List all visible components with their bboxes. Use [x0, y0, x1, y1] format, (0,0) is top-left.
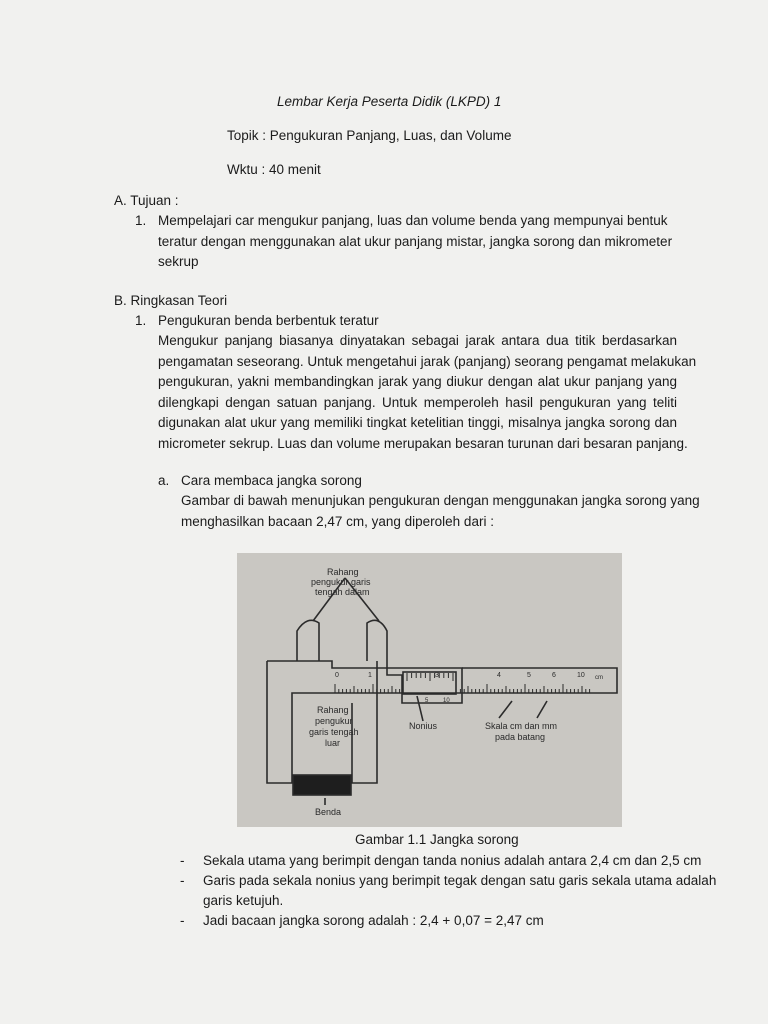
sub-item-label: a.	[158, 473, 170, 488]
section-b-item-title: Pengukuran benda berbentuk teratur	[158, 313, 379, 328]
section-b-heading: B. Ringkasan Teori	[114, 293, 228, 308]
text-line: pengukuran, yakni membandingkan jarak yang diukur dengan alat ukur panjang yang	[158, 374, 677, 390]
sub-item-title: Cara membaca jangka sorong	[181, 473, 362, 488]
text-line: menghasilkan bacaan 2,47 cm, yang diperoleh dari :	[181, 513, 494, 529]
label-benda: Benda	[315, 807, 342, 817]
nonius-label-5: 5	[425, 698, 429, 704]
bullet-2-text-line-1: Garis pada sekala nonius yang berimpit tegak dengan satu garis sekala utama adalah	[203, 873, 717, 888]
label-inner-jaw-2: pengukur garis	[311, 577, 371, 587]
label-nonius: Nonius	[409, 721, 438, 731]
main-scale-label-10: 10	[577, 672, 585, 679]
section-a-item-text	[158, 211, 673, 273]
label-scale-1: Skala cm dan mm	[485, 721, 558, 731]
bullet-dash: -	[180, 853, 185, 868]
bullet-dash: -	[180, 913, 185, 928]
vernier-scale-ticks	[407, 673, 453, 681]
bullet-3-text: Jadi bacaan jangka sorong adalah : 2,4 + 0,07 = 2,47 cm	[203, 913, 544, 928]
text-line: sekrup	[158, 254, 199, 270]
bullet-1-text: Sekala utama yang berimpit dengan tanda nonius adalah antara 2,4 cm dan 2,5 cm	[203, 853, 702, 868]
text-line: dilengkapi dengan satuan panjang. Untuk memperoleh hasil pengukuran yang teliti	[158, 394, 677, 410]
main-scale-label-4: 4	[497, 672, 501, 679]
bullet-dash: -	[180, 873, 185, 888]
text-line: Mempelajari car mengukur panjang, luas dan volume benda yang mempunyai bentuk	[158, 213, 668, 228]
text-line: digunakan alat ukur yang memiliki tingkat ketelitian tinggi, misalnya jangka sorong dan	[158, 415, 677, 431]
label-inner-jaw-1: Rahang	[327, 567, 359, 577]
theory-paragraph	[158, 331, 697, 455]
label-scale-2: pada batang	[495, 732, 546, 742]
main-scale-label-3: 3	[435, 672, 439, 679]
section-b-item-number: 1.	[135, 313, 147, 328]
text-line: teratur dengan menggunakan alat ukur panjang mistar, jangka sorong dan mikrometer	[158, 233, 673, 249]
text-line: Gambar di bawah menunjukan pengukuran dengan menggunakan jangka sorong yang	[181, 493, 700, 508]
main-scale-label-5: 5	[527, 672, 531, 679]
nonius-label-10: 10	[443, 698, 450, 704]
page-title: Lembar Kerja Peserta Didik (LKPD) 1	[277, 94, 502, 109]
label-inner-jaw-3: tengah dalam	[315, 587, 370, 597]
main-scale-label-0: 0	[335, 672, 339, 679]
main-scale-label-1: 1	[368, 672, 372, 679]
bullet-2-text-line-2: garis ketujuh.	[203, 893, 284, 908]
text-line: pengamatan seseorang. Untuk mengetahui jarak (panjang) seorang pengamat melakukan	[158, 353, 697, 369]
text-line: micrometer sekrup. Luas dan volume merupakan besaran turunan dari besaran panjang.	[158, 435, 688, 451]
label-outer-jaw-3: garis tengah	[309, 727, 359, 737]
section-a-item-number: 1.	[135, 213, 147, 228]
caliper-drawing	[237, 553, 622, 827]
sub-item-paragraph	[181, 491, 700, 532]
caliper-figure	[237, 553, 622, 827]
time-line: Wktu : 40 menit	[227, 162, 321, 177]
topic-line: Topik : Pengukuran Panjang, Luas, dan Volume	[227, 128, 512, 143]
text-line: Mengukur panjang biasanya dinyatakan sebagai jarak antara dua titik berdasarkan	[158, 333, 677, 348]
figure-caption: Gambar 1.1 Jangka sorong	[355, 832, 519, 847]
unit-label: cm	[595, 675, 603, 681]
section-a-heading: A. Tujuan :	[114, 193, 179, 208]
label-outer-jaw-2: pengukur	[315, 716, 353, 726]
label-outer-jaw-4: luar	[325, 738, 341, 748]
label-outer-jaw-1: Rahang	[317, 705, 349, 715]
main-scale-label-6: 6	[552, 672, 556, 679]
